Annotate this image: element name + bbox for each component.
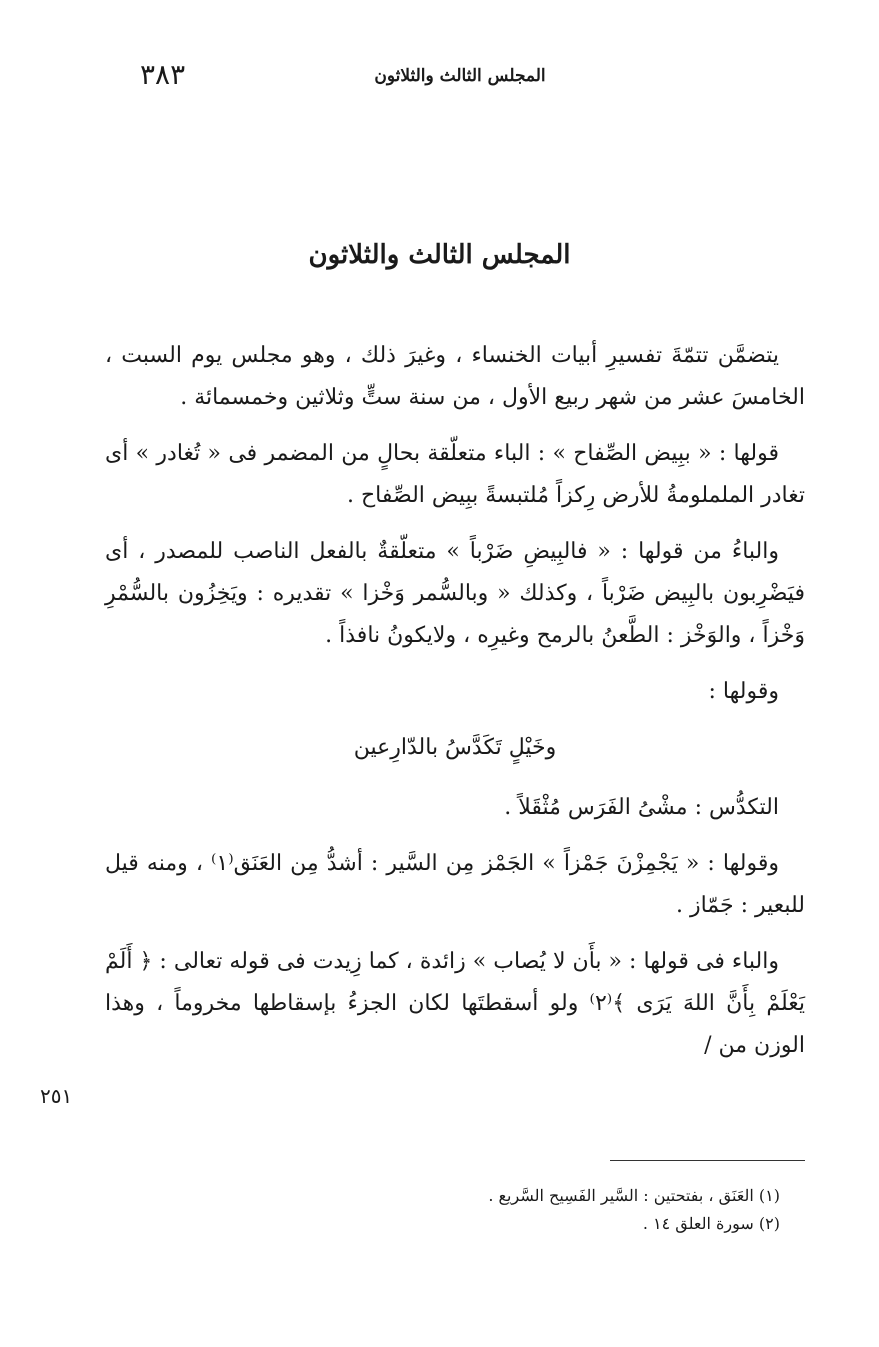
verse-line: وخَيْلٍ تَكَدَّسُ بالدّارِعين [353,735,557,760]
paragraph-intro: يتضمَّن تتمّةَ تفسيرِ أبيات الخنساء ، وغيرَ ذلك ، وهو مجلس يوم السبت ، الخامسَ عشر من شهر ربيع الأول ، من سنة ستٍّ وثلاثين وخمسمائة . [105,343,805,410]
paragraph-albaa: والباءُ من قولها : « فالبِيضِ ضَرْباً » متعلّقةٌ بالفعل الناصب للمصدر ، أى فيَضْرِبون بالبِيض ضَرْباً ، وكذلك « وبالسُّمر وَخْزا » تقديره : ويَخِزُون بالسُّمْرِ وَخْزاً ، والوَخْز : الطَّعنُ بالرمح وغيرِه ، ولايكونُ نافذاً . [105,539,805,648]
paragraph-qawluha: وقولها : [708,679,779,704]
footnotes [105,1182,805,1238]
running-title: المجلس الثالث والثلاثون [374,66,546,86]
footnote-1: (١) العَنَق ، بفتحتين : السَّير الفَسِيح السَّريع . [488,1186,780,1205]
chapter-title: المجلس الثالث والثلاثون [308,240,571,270]
footnote-2: (٢) سورة العلق ١٤ . [642,1214,780,1233]
paragraph-bibid-alsifah: قولها : « ببِيض الصِّفاح » : الباء متعلّقة بحالٍ من المضمر فى « تُغادر » أى تغادر الململومةُ للأرض رِكزاً مُلتبسةً ببِيض الصِّفاح . [105,441,805,508]
page-number: ٣٨٣ [140,58,186,91]
paragraph-takaddus: التكدُّس : مشْىُ الفَرَس مُثْقَلاً . [504,795,779,820]
paragraph-zaida: والباء فى قولها : « بأَن لا يُصاب » زائدة ، كما زِيدت فى قوله تعالى : ﴿ أَلَمْ يَعْلَمْ بِأَنَّ اللهَ يَرَى ﴾⁽٢⁾ ولو أسقطتَها لكان الجزءُ بإسقاطها مخروماً ، وهذا الوزن من / [105,949,805,1058]
paragraph-yajmizna: وقولها : « يَجْمِزْنَ جَمْزاً » الجَمْز مِن السَّير : أشدُّ مِن العَنَق⁽١⁾ ، ومنه قيل للبعير : جَمّاز . [105,851,805,918]
running-header [0,58,879,98]
margin-page-marker: ٢٥١ [40,1084,73,1108]
main-text [105,335,805,1081]
footnote-divider [610,1160,805,1161]
